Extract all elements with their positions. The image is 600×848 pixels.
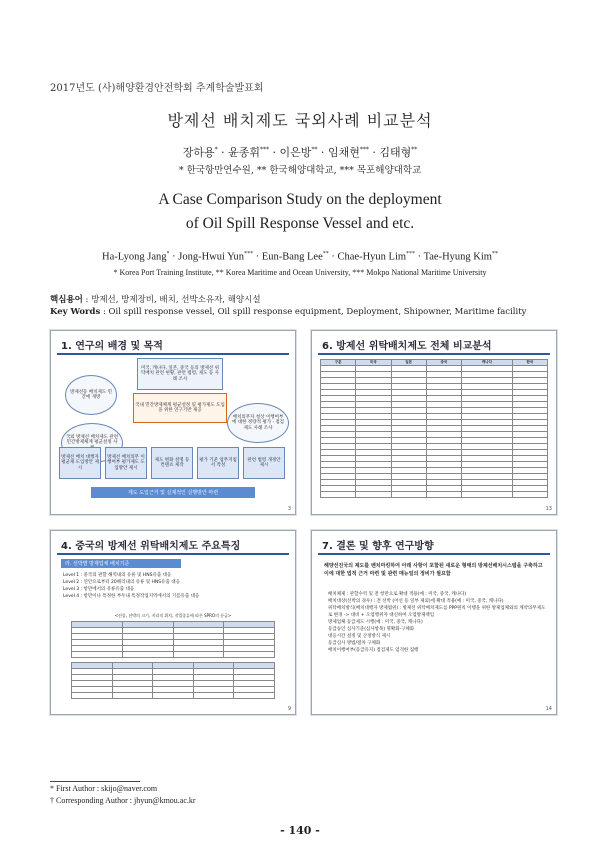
title-english: A Case Comparison Study on the deployment of Oil Spill Response Vessel and etc. <box>158 191 442 232</box>
slide-comparison <box>311 330 557 515</box>
slide-number: 9 <box>287 706 291 712</box>
table-header-cell: 구분 <box>321 360 356 366</box>
authors-english: Ha-Lyong Jang* · Jong-Hwui Yun*** · Eun-Bang Lee** · Chae-Hyun Lim*** · Tae-Hyung Kim** <box>102 251 498 263</box>
table-header-cell: 한국 <box>512 360 547 366</box>
list-item: 등급승인 심사기준(심사항목) 명확화·구체화 <box>328 627 415 632</box>
footnote-first-author: * First Author : skijo@naver.com <box>50 784 158 793</box>
list-item: 대응시간 설정 및 산정방식 제시 <box>328 634 391 639</box>
slide-china <box>50 530 296 715</box>
list-item: 위탁배치방식(배치대행자 방제범위) : 방제선 위탁배치제도를 PPP원칙 이행을 위한 방제업체와의 계약의무제도로 변경 -> 대비 + 오염행위자 대신하여 오염방제책임 <box>328 606 546 618</box>
slide-background-purpose <box>50 330 296 515</box>
center-box: 국내 민간방제체계 평균설정 및 평가제도 도입을 위한 연구기반 제공 <box>133 393 227 423</box>
result-box-2: 방제선 배치의무 이행여부 평가제도 도입방안 제시 <box>105 447 147 479</box>
table-header-cell: 캐나다 <box>462 360 513 366</box>
right-ellipse: 배치의무자 청상 이행여부에 대한 정량적 평가 · 점검제도 사례 조사 <box>227 403 289 443</box>
slide-number: 3 <box>287 506 291 512</box>
comparison-table <box>320 359 548 498</box>
result-box-1: 방제선 배치 대행자 평균제 도입방안 제시 <box>59 447 101 479</box>
slide-title: 1. 연구의 배경 및 목적 <box>57 337 289 355</box>
table-header-cell: 미국 <box>356 360 391 366</box>
page-number: - 140 - <box>280 824 320 837</box>
slide-title: 6. 방제선 위탁배치제도 전체 비교분석 <box>318 337 550 355</box>
slide-number: 14 <box>545 706 552 712</box>
slide-conclusion <box>311 530 557 715</box>
open-ellipse: 방제선등 배치제도 민간에 개방 <box>65 375 117 415</box>
subheading: 라. 선박별 방제업체 배치기준 <box>61 559 181 568</box>
authors-korean: 장하용* · 윤종휘*** · 이은방** · 임채현*** · 김태형** <box>182 146 418 159</box>
lead-text: 해양선진국의 제도를 벤치마킹하여 아래 사항이 포함된 새로운 형태의 방제선배치시스템을 구축하고 이에 대한 법적 근거 마련 및 관련 매뉴얼의 정비가 필요함 <box>324 563 543 577</box>
affiliations-english: * Korea Port Training Institute, ** Korea Maritime and Ocean University, *** Mokpo National Maritime University <box>113 268 487 277</box>
left-ellipse: 국외 방제선 배치제도 관련 민간방제체계 평균설정 사 <box>61 423 123 463</box>
conclusion-list <box>328 591 548 654</box>
conference-header: 2017년도 (사)해양환경안전학회 추계학술발표회 <box>50 83 264 94</box>
title-korean: 방제선 배치제도 국외사례 비교분석 <box>167 111 433 130</box>
result-box-5: 관련 법령 개정안 제시 <box>243 447 285 479</box>
result-box-3: 제도 변화 설명 등 컨텐츠 제작 <box>151 447 193 479</box>
list-item: 등급심사 방법/절차 구체화 <box>328 641 381 646</box>
list-item: 배치대상(선박의 경우) : 전 선박 (어선 등 일부 제외)에 확대 적용(예 : 미국, 중국, 캐나다) <box>328 599 504 604</box>
footnote-divider <box>50 781 140 782</box>
keywords-korean: 핵심용어 : 방제선, 방제장비, 배치, 선박소유자, 해양시설 <box>50 295 261 305</box>
table-header-cell: 일본 <box>391 360 426 366</box>
list-item: 방제업체 등급제도 시행(예 : 미국, 중국, 캐나다) <box>328 620 423 625</box>
affiliations-korean: * 한국항만연수원, ** 한국해양대학교, *** 목포해양대학교 <box>178 165 422 176</box>
spro-table-1 <box>71 621 275 658</box>
spro-table-2 <box>71 662 275 699</box>
slide-title: 7. 결론 및 향후 연구방향 <box>318 537 550 555</box>
result-box-4: 평가 기준 업무지침서 작성 <box>197 447 239 479</box>
survey-box: 미국, 캐나다, 일본, 중국 등의 방제선 위탁배치 관련 현황, 관련 법령, 제도 등 사례 조사 <box>137 358 223 390</box>
slide-title: 4. 중국의 방제선 위탁배치제도 주요특징 <box>57 537 289 555</box>
keywords-english: Key Words : Oil spill response vessel, Oil spill response equipment, Deployment, Shipowner, Maritime facility <box>50 307 527 317</box>
level-list: Level 1 : 중국의 관할 해역내의 유류 및 HNS유출 대응 Level 2 : 연안으로부터 20해리내의 유류 및 HNS유출 대응 Level 3 : 항만에서의 유류유출 대응 Level 4 : 항만이나 특정한 부두내 특정작업지역에서의 기름유출 대응 <box>63 573 200 599</box>
table-caption: <선종, 선박의 크기, 지리적 위치, 작업종류에 따른 SPRO의 등급> <box>114 613 232 618</box>
list-item: 배치체제 : 관할수역 및 전 항만으로 확대 적용(예 : 미국, 중국, 캐나다) <box>328 592 467 597</box>
banner: 제도 도입근거 및 실제적인 실행방안 마련 <box>91 487 255 498</box>
footnote-corresponding: † Corresponding Author : jhyun@kmou.ac.kr <box>50 796 196 805</box>
table-header-cell: 중국 <box>426 360 461 366</box>
list-item: 배치이행여부(등급유지) 점검제도 엄격한 집행 <box>328 648 419 653</box>
slide-number: 13 <box>545 506 552 512</box>
